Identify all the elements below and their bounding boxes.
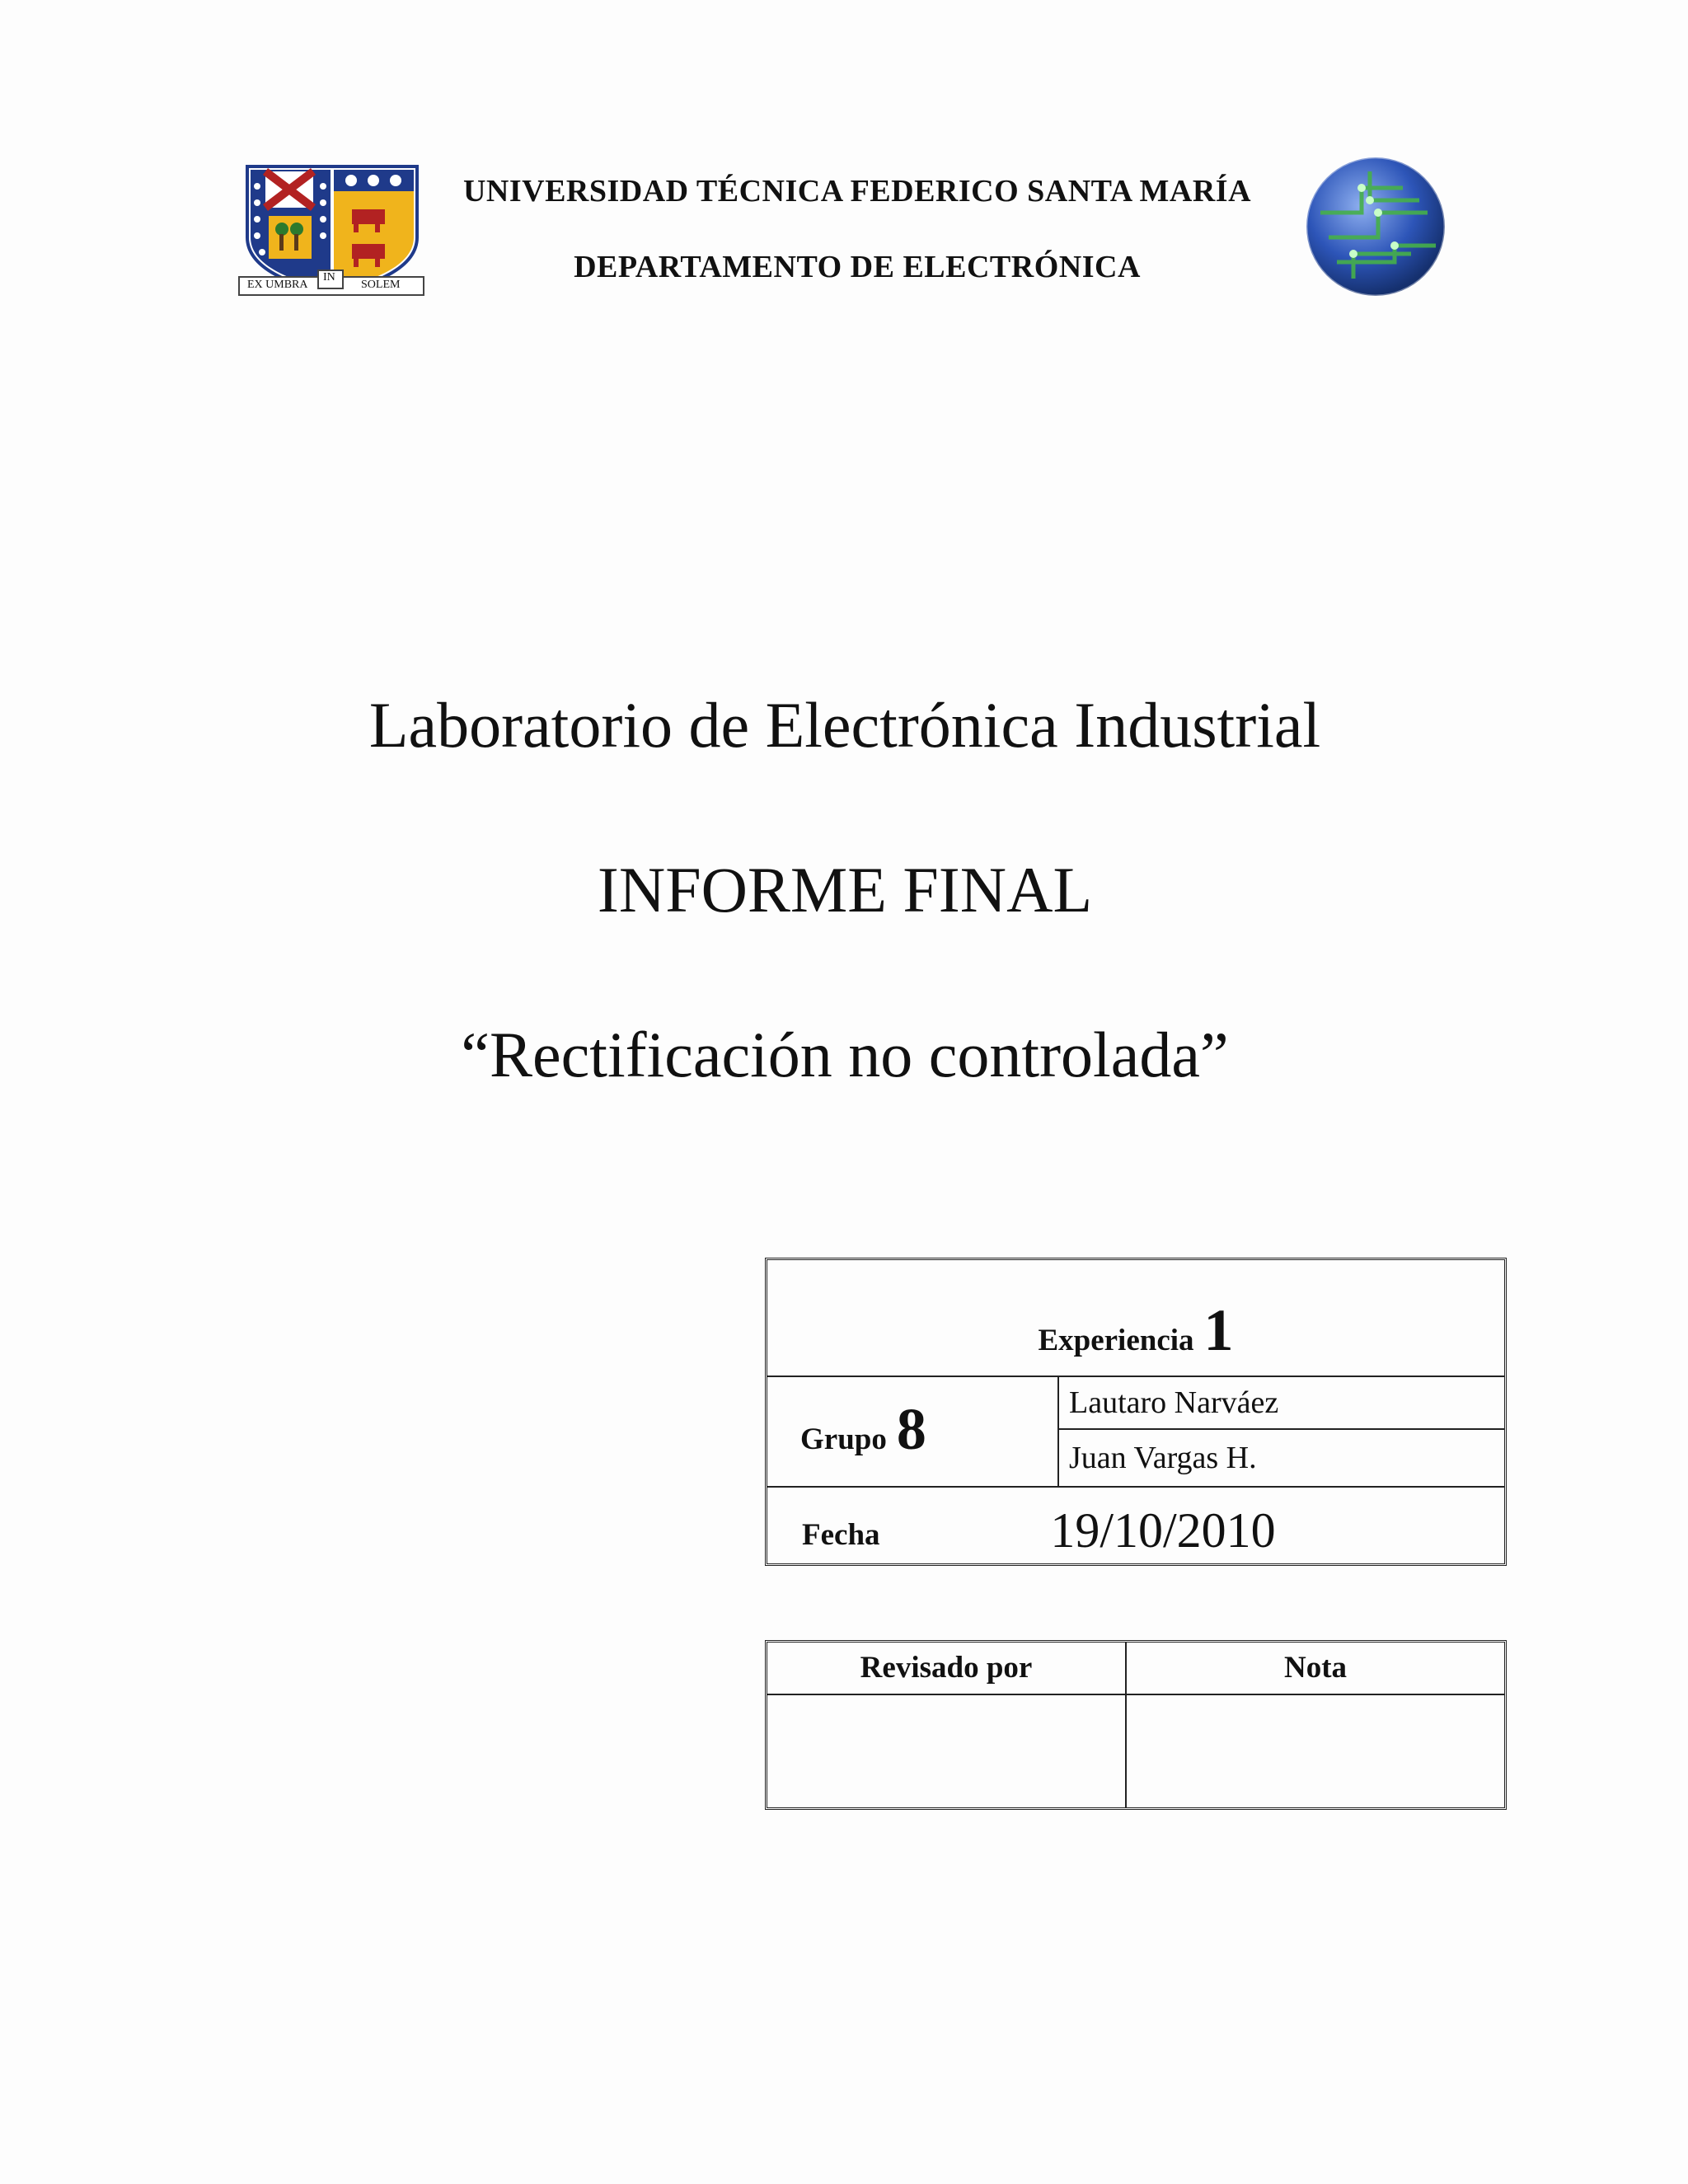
revisado-header: Revisado por [767, 1643, 1125, 1695]
grupo-row [767, 1376, 1504, 1488]
experiencia-row [767, 1260, 1504, 1377]
crest-motto-right: SOLEM [361, 279, 401, 291]
fecha-value: 19/10/2010 [1050, 1503, 1276, 1558]
report-topic: “Rectificación no controlada” [461, 1019, 1229, 1090]
university-name: UNIVERSIDAD TÉCNICA FEDERICO SANTA MARÍA [462, 174, 1252, 209]
fecha-row [767, 1488, 1504, 1563]
members-list [1059, 1376, 1504, 1486]
grupo-value: 8 [896, 1396, 926, 1462]
experiencia-label: Experiencia [1038, 1324, 1194, 1357]
review-table [765, 1640, 1507, 1810]
grupo-cell [767, 1376, 1059, 1486]
department-name: DEPARTAMENTO DE ELECTRÓNICA [574, 250, 1141, 284]
crest-motto-banner [237, 269, 425, 300]
lab-title: Laboratorio de Electrónica Industrial [368, 689, 1321, 761]
info-table [765, 1258, 1507, 1566]
circuit-globe-icon [1304, 155, 1447, 298]
fecha-label: Fecha [802, 1518, 880, 1552]
revisado-column [767, 1643, 1127, 1807]
report-title: INFORME FINAL [597, 854, 1093, 926]
experiencia-value: 1 [1203, 1297, 1234, 1363]
crest-motto-left: EX UMBRA [247, 279, 308, 291]
member-name: Lautaro Narváez [1059, 1376, 1504, 1430]
nota-column [1127, 1643, 1504, 1807]
member-name: Juan Vargas H. [1069, 1441, 1257, 1475]
crest-motto-center: IN [323, 271, 335, 284]
grupo-label: Grupo [800, 1422, 887, 1456]
nota-header: Nota [1127, 1643, 1504, 1695]
